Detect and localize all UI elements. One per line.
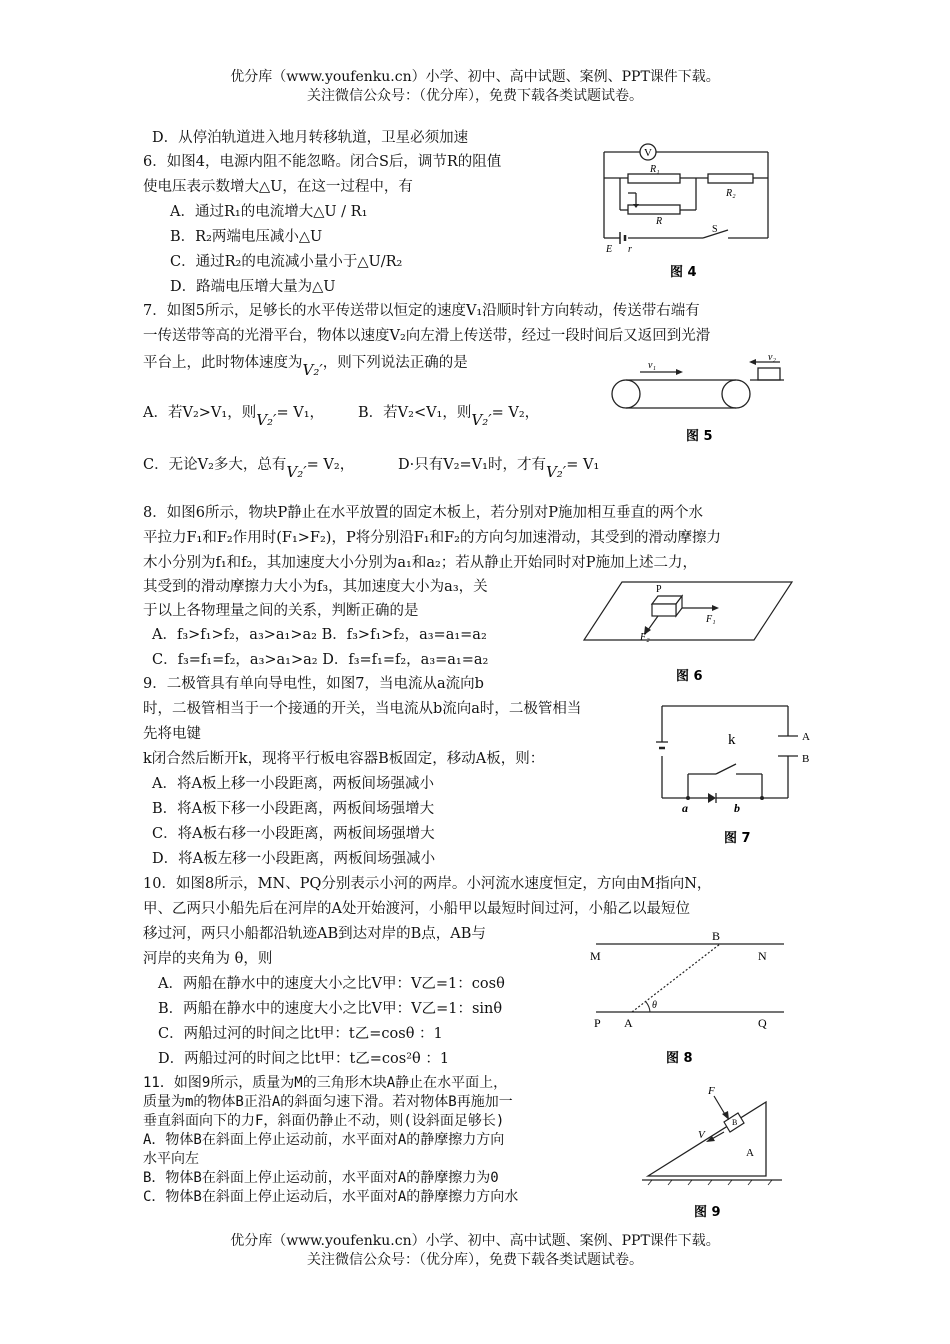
figure-7-diode-circuit <box>652 700 822 850</box>
q11-stem-1: 11．如图9所示，质量为M的三角形木块A静止在水平面上， <box>143 1075 508 1091</box>
fig9-label-b: B <box>732 1118 738 1127</box>
f1-arrow-icon <box>712 605 719 611</box>
q9-option-b: B．将A板下移一小段距离，两板间场强增大 <box>152 801 435 817</box>
figure-8-river <box>588 928 788 1073</box>
q8-stem-4: 其受到的滑动摩擦力大小为f₃，其加速度大小为a₃，关 <box>143 579 488 595</box>
fig4-label-r2: R₂ <box>726 188 736 199</box>
q5-option-d: D．从停泊轨道进入地月转移轨道，卫星必须加速 <box>152 130 469 146</box>
q6-stem-2: 使电压表示数增大△U，在这一过程中，有 <box>143 179 413 195</box>
fig9-label-a: A <box>746 1147 754 1159</box>
q7-option-c: C．无论V₂多大，总有V₂′= V₂， <box>143 457 355 481</box>
q9-stem-4: k闭合然后断开k，现将平行板电容器B板固定，移动A板，则： <box>143 751 545 767</box>
fig7-caption: 图 7 <box>724 831 751 846</box>
fig8-label-p: P <box>594 1016 601 1030</box>
q11-stem-2: 质量为m的物体B正沿A的斜面匀速下滑。若对物体B再施加一 <box>143 1094 513 1110</box>
figure-5-conveyor <box>608 352 798 447</box>
q8-stem-1: 8．如图6所示，物块P静止在水平放置的固定木板上，若分别对P施加相互垂直的两个水 <box>143 505 703 521</box>
header-line-1: 优分库（www.youfenku.cn）小学、初中、高中试题、案例、PPT课件下载。 <box>230 69 720 85</box>
q10-option-c: C．两船过河的时间之比t甲：t乙=cosθ ：1 <box>158 1026 443 1042</box>
fig8-label-a: A <box>624 1016 633 1030</box>
q8-stem-2: 平拉力F₁和F₂作用时(F₁>F₂)，P将分别沿F₁和F₂的方向匀加速滑动，其受到的滑动摩擦力 <box>143 530 721 546</box>
q9-stem-3: 先将电键 <box>143 726 201 742</box>
figure-6-plane <box>582 574 797 686</box>
q7-option-b: B．若V₂<V₁，则V₂′= V₂， <box>358 405 540 429</box>
q8-options-cd: C．f₃=f₁=f₂，a₃>a₁>a₂ D．f₃=f₁=f₂，a₃=a₁=a₂ <box>152 652 489 668</box>
footer-line-1: 优分库（www.youfenku.cn）小学、初中、高中试题、案例、PPT课件下载。 <box>230 1233 720 1249</box>
fig4-label-r: R <box>656 216 663 227</box>
fig4-label-s: S <box>712 224 718 235</box>
fig8-label-b: B <box>712 929 721 943</box>
v1-arrow-icon <box>676 369 683 375</box>
fig4-label-r1: R₁ <box>650 164 660 175</box>
q11-stem-3: 垂直斜面向下的力F，斜面仍静止不动，则(设斜面足够长) <box>143 1113 505 1129</box>
q6-option-b: B．R₂两端电压减小△U <box>170 229 323 245</box>
fig5-label-v2: v₂ <box>768 352 776 363</box>
q11-option-a-1: A．物体B在斜面上停止运动前，水平面对A的静摩擦力方向 <box>143 1132 505 1148</box>
fig5-caption: 图 5 <box>686 429 713 444</box>
diode-icon <box>708 793 716 803</box>
fig9-label-v: V <box>698 1129 705 1141</box>
q7-stem-2: 一传送带等高的光滑平台，物体以速度V₂向左滑上传送带，经过一段时间后又返回到光滑 <box>143 328 711 344</box>
q11-option-a-2: 水平向左 <box>143 1151 199 1167</box>
figure-9-incline <box>642 1080 792 1222</box>
q7-option-a: A．若V₂>V₁，则V₂′= V₁， <box>143 405 325 429</box>
q8-stem-3: 木小分别为f₁和f₂，其加速度大小分别为a₁和a₂；若从静止开始同时对P施加上述二力， <box>143 555 698 571</box>
fig6-caption: 图 6 <box>676 669 703 684</box>
header-line-2: 关注微信公众号：（优分库），免费下载各类试题试卷。 <box>307 88 643 104</box>
q11-option-c: C．物体B在斜面上停止运动后，水平面对A的静摩擦力方向水 <box>143 1189 519 1205</box>
q9-stem-1: 9．二极管具有单向导电性，如图7，当电流从a流向b <box>143 676 484 692</box>
q6-option-c: C．通过R₂的电流减小量小于△U/R₂ <box>170 254 403 270</box>
fig4-caption: 图 4 <box>670 265 697 280</box>
v2-arrow-icon <box>749 359 756 365</box>
q10-option-a: A．两船在静水中的速度大小之比V甲：V乙=1：cosθ <box>158 976 505 992</box>
q10-stem-4: 河岸的夹角为 θ，则 <box>143 951 273 967</box>
fig7-label-b-plate: B <box>802 753 810 765</box>
q6-option-d: D．路端电压增大量为△U <box>170 279 336 295</box>
q10-option-d: D．两船过河的时间之比t甲：t乙=cos²θ ：1 <box>158 1051 450 1067</box>
q10-stem-2: 甲、乙两只小船先后在河岸的A处开始渡河，小船甲以最短时间过河，小船乙以最短位 <box>143 901 690 917</box>
figure-4-circuit <box>598 138 778 288</box>
fig6-label-f2: F₂ <box>640 632 650 643</box>
q7-stem-3: 平台上，此时物体速度为V₂′，则下列说法正确的是 <box>143 355 468 379</box>
q9-option-a: A．将A板上移一小段距离，两板间场强减小 <box>152 776 434 792</box>
fig8-label-q: Q <box>758 1016 767 1030</box>
fig9-label-f: F <box>708 1085 715 1097</box>
q9-option-d: D．将A板左移一小段距离，两板间场强减小 <box>152 851 436 867</box>
q9-option-c: C．将A板右移一小段距离，两板间场强增大 <box>152 826 435 842</box>
fig7-label-k: k <box>728 732 736 748</box>
q7-option-d: D·只有V₂=V₁时，才有V₂′= V₁ <box>398 457 600 481</box>
fig8-label-n: N <box>758 949 767 963</box>
fig9-caption: 图 9 <box>694 1205 721 1220</box>
force-f-arrow-icon <box>722 1111 729 1120</box>
fig5-label-v1: v₁ <box>648 360 656 371</box>
fig4-label-v: V <box>644 147 652 159</box>
fig8-label-m: M <box>590 949 601 963</box>
fig6-label-f1: F₁ <box>706 614 716 625</box>
q6-stem-1: 6．如图4，电源内阻不能忽略。闭合S后，调节R的阻值 <box>143 154 502 170</box>
q9-stem-2: 时，二极管相当于一个接通的开关，当电流从b流向a时，二极管相当 <box>143 701 582 717</box>
q10-stem-1: 10．如图8所示，MN、PQ分别表示小河的两岸。小河流水速度恒定，方向由M指向N， <box>143 876 712 892</box>
q7-stem-1: 7．如图5所示，足够长的水平传送带以恒定的速度V₁沿顺时针方向转动，传送带右端有 <box>143 303 700 319</box>
fig8-label-theta: θ <box>652 1000 657 1011</box>
footer-line-2: 关注微信公众号：（优分库），免费下载各类试题试卷。 <box>307 1252 643 1268</box>
q10-option-b: B．两船在静水中的速度大小之比V甲：V乙=1：sinθ <box>158 1001 503 1017</box>
q8-stem-5: 于以上各物理量之间的关系，判断正确的是 <box>143 603 419 619</box>
fig6-label-p: P <box>656 584 662 595</box>
rheostat-slider-arrow <box>633 204 639 208</box>
q8-options-ab: A．f₃>f₁>f₂，a₃>a₁>a₂ B．f₃>f₁>f₂，a₃=a₁=a₂ <box>152 627 487 643</box>
fig8-caption: 图 8 <box>666 1051 693 1066</box>
fig7-label-b: b <box>734 801 740 815</box>
q10-stem-3: 移过河，两只小船都沿轨迹AB到达对岸的B点，AB与 <box>143 926 486 942</box>
fig4-label-rint: r <box>628 244 632 255</box>
fig7-label-a-plate: A <box>802 731 810 743</box>
fig4-label-e: E <box>606 244 613 255</box>
fig7-label-a: a <box>682 801 688 815</box>
q6-option-a: A．通过R₁的电流增大△U / R₁ <box>170 204 368 220</box>
q11-option-b: B．物体B在斜面上停止运动前，水平面对A的静摩擦力为0 <box>143 1170 499 1186</box>
